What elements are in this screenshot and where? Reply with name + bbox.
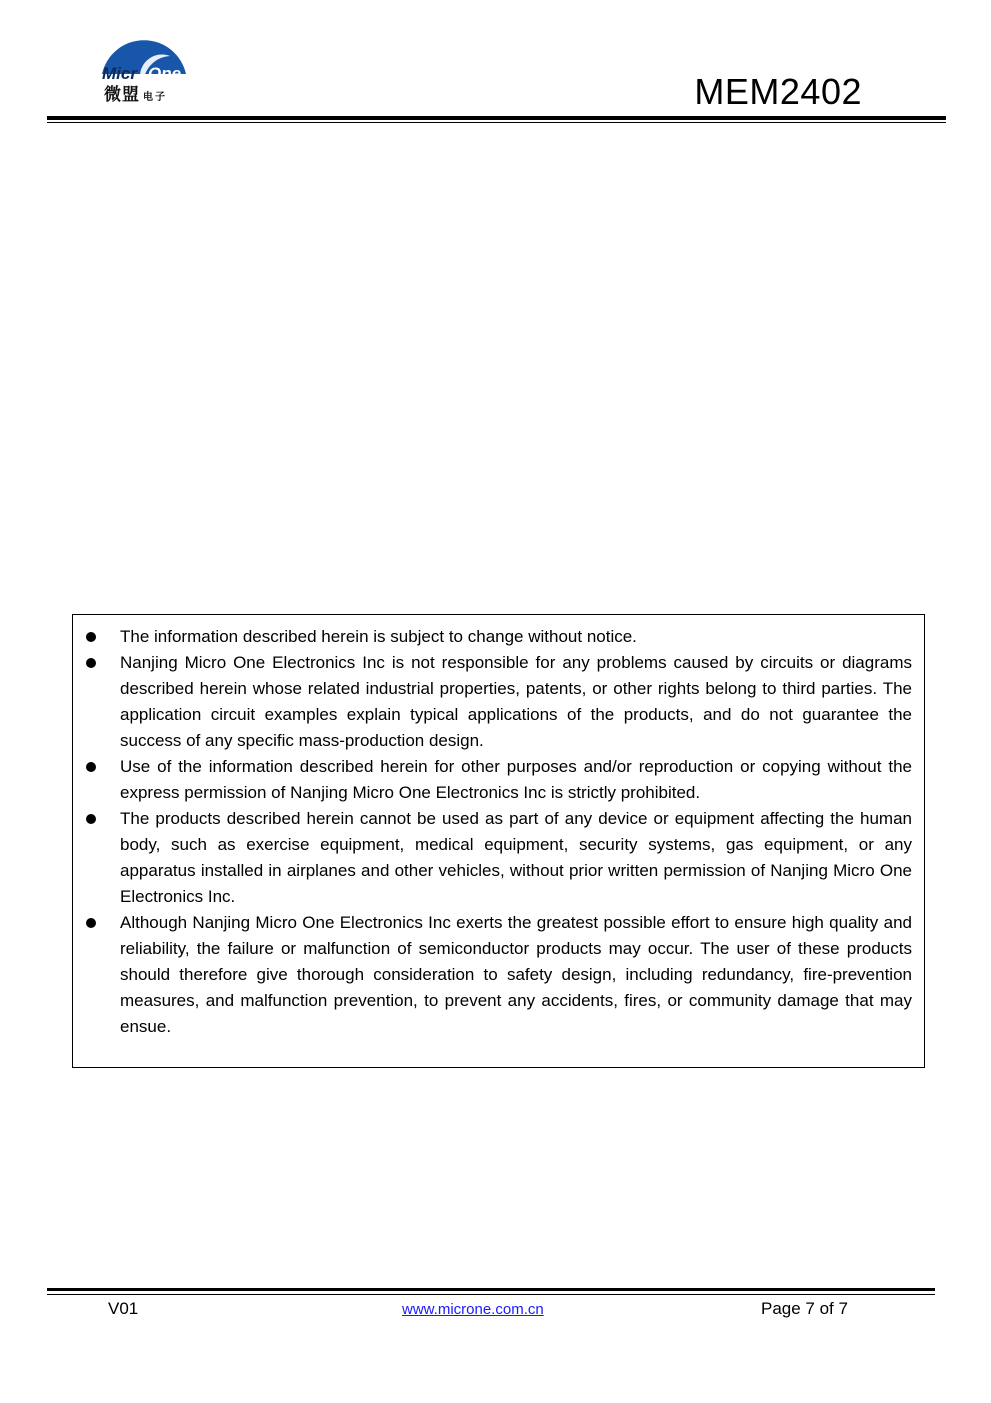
disclaimer-item <box>73 806 912 910</box>
disclaimer-text: Although Nanjing Micro One Electronics Inc exerts the greatest possible effort to ensure high quality and reliability, the failure or malfunction of semiconductor products may occur. The user of these products should therefore give thorough consideration to safety design, including redundancy, fire-prevention measures, and malfunction prevention, to prevent any accidents, fires, or community damage that may ensue. <box>120 913 912 1036</box>
disclaimer-item <box>73 650 912 754</box>
disclaimer-text: The information described herein is subject to change without notice. <box>120 627 637 646</box>
footer-page-number: Page 7 of 7 <box>761 1299 848 1318</box>
footer-rule-thick <box>47 1288 935 1291</box>
bullet-icon <box>86 814 96 824</box>
disclaimer-box <box>72 614 925 1068</box>
footer-version: V01 <box>108 1299 139 1318</box>
footer-rule-thin <box>47 1294 935 1295</box>
disclaimer-item <box>73 754 912 806</box>
disclaimer-list <box>73 615 924 1040</box>
microne-globe-icon <box>100 26 190 86</box>
disclaimer-text: Nanjing Micro One Electronics Inc is not responsible for any problems caused by circuits or diagrams described herein whose related industrial properties, patents, or other rights belong to third parties. The application circuit examples explain typical applications of the products, and do not guarantee the success of any specific mass-production design. <box>120 653 912 750</box>
logo-chinese-main: 微盟 <box>104 85 140 105</box>
company-logo <box>100 26 190 106</box>
disclaimer-text: The products described herein cannot be used as part of any device or equipment affecting the human body, such as exercise equipment, medical equipment, security systems, gas equipment, or any apparatus installed in airplanes and other vehicles, without prior written permission of Nanjing Micro One Electronics Inc. <box>120 809 912 906</box>
disclaimer-text: Use of the information described herein for other purposes and/or reproduction or copying without the express permission of Nanjing Micro One Electronics Inc is strictly prohibited. <box>120 757 912 802</box>
bullet-icon <box>86 762 96 772</box>
bullet-icon <box>86 632 96 642</box>
part-number-title: MEM2402 <box>694 71 862 112</box>
logo-chinese-name <box>104 80 167 105</box>
logo-brand-prefix: Micr <box>102 64 137 83</box>
logo-brand-suffix: One <box>148 64 182 83</box>
header-rule-thin <box>47 122 946 123</box>
bullet-icon <box>86 658 96 668</box>
logo-chinese-suffix: 电子 <box>143 92 167 103</box>
disclaimer-item <box>73 910 912 1040</box>
header-rule-thick <box>47 116 946 120</box>
website-link[interactable]: www.microne.com.cn <box>402 1301 544 1318</box>
bullet-icon <box>86 918 96 928</box>
disclaimer-item <box>73 624 912 650</box>
